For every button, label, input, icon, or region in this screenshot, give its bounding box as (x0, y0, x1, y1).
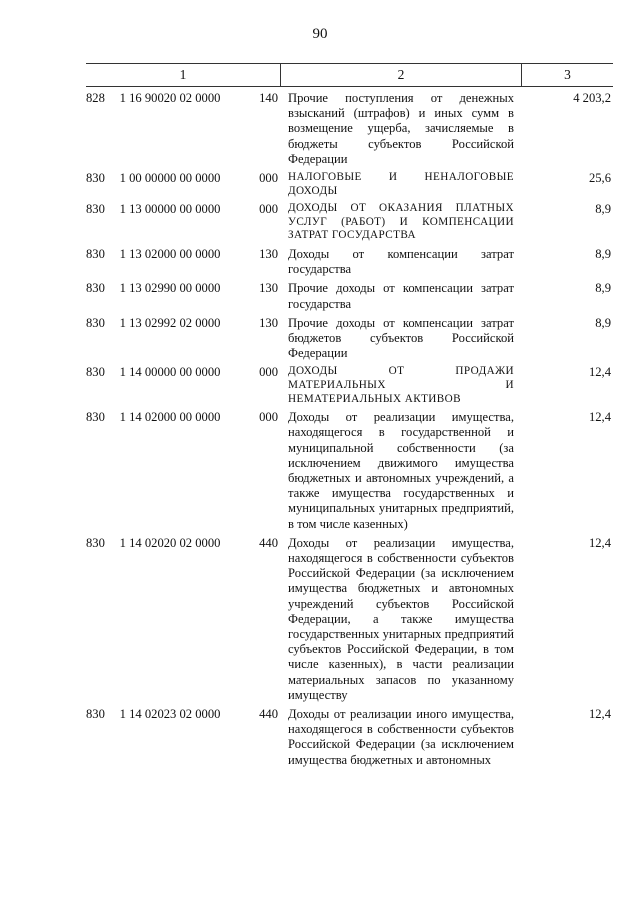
budget-code (86, 171, 280, 198)
page-number: 90 (312, 26, 328, 42)
revenue-name: ДОХОДЫ ОТ ПРОДАЖИ МАТЕРИАЛЬНЫХ И НЕМАТЕРИАЛЬНЫХ АКТИВОВ (288, 365, 514, 405)
budget-code (86, 365, 280, 406)
classification-code: 1 13 02000 00 0000 (119, 246, 221, 261)
admin-code: 830 (86, 410, 105, 425)
budget-code (86, 202, 280, 243)
amount: 8,9 (595, 281, 611, 296)
amount: 12,4 (588, 535, 611, 550)
subtype-code: 000 (259, 365, 279, 380)
revenue-name: Доходы от реализации иного имущества, находящегося в собственности субъектов Российской Федерации (за исключением имущества бюджетных и автономных (288, 707, 514, 767)
subtype-code: 440 (259, 707, 279, 722)
table-row (86, 171, 613, 198)
admin-code: 830 (86, 171, 105, 186)
subtype-code: 000 (259, 171, 279, 186)
table-row (86, 247, 613, 277)
subtype-code: 130 (259, 246, 279, 261)
amount: 4 203,2 (573, 91, 611, 105)
subtype-code: 130 (259, 281, 279, 296)
amount: 8,9 (595, 202, 611, 217)
amount: 8,9 (595, 246, 611, 261)
revenue-name: Прочие доходы от компенсации затрат государства (288, 281, 514, 311)
budget-code (86, 316, 280, 362)
revenue-table (86, 63, 613, 768)
table-row (86, 316, 613, 362)
table-row (86, 410, 613, 532)
revenue-name: Прочие поступления от денежных взысканий (штрафов) и иных сумм в возмещение ущерба, зачисляемые в бюджеты субъектов Российской Федерации (288, 91, 514, 166)
amount: 12,4 (588, 707, 611, 722)
table-row (86, 365, 613, 406)
classification-code: 1 13 00000 00 0000 (119, 202, 221, 217)
admin-code: 830 (86, 315, 105, 330)
subtype-code: 000 (259, 410, 279, 425)
amount: 25,6 (588, 171, 611, 186)
revenue-name: ДОХОДЫ ОТ ОКАЗАНИЯ ПЛАТНЫХ УСЛУГ (РАБОТ) И КОМПЕНСАЦИИ ЗАТРАТ ГОСУДАРСТВА (288, 202, 514, 242)
admin-code: 830 (86, 246, 105, 261)
header-col-3: 3 (564, 67, 571, 82)
revenue-name: Прочие доходы от компенсации затрат бюджетов субъектов Российской Федерации (288, 315, 514, 361)
table-row (86, 202, 613, 243)
subtype-code: 130 (259, 315, 279, 330)
budget-code (86, 707, 280, 768)
classification-code: 1 16 90020 02 0000 (119, 91, 221, 105)
admin-code: 830 (86, 535, 105, 550)
admin-code: 830 (86, 365, 105, 380)
amount: 8,9 (595, 315, 611, 330)
table-row (86, 707, 613, 768)
admin-code: 830 (86, 707, 105, 722)
revenue-name: Доходы от реализации имущества, находящегося в государственной и муниципальной собственности (за исключением движимого имущества бюджетных и автономных учреждений, а также имущества государственных и муниципальных унитарных предприятий, в том числе казенных) (288, 410, 514, 531)
budget-code (86, 410, 280, 532)
classification-code: 1 14 02000 00 0000 (119, 410, 221, 425)
table-row (86, 536, 613, 703)
classification-code: 1 13 02992 02 0000 (119, 315, 221, 330)
amount: 12,4 (588, 365, 611, 380)
classification-code: 1 14 00000 00 0000 (119, 365, 221, 380)
revenue-name: НАЛОГОВЫЕ И НЕНАЛОГОВЫЕ ДОХОДЫ (288, 171, 514, 197)
admin-code: 828 (86, 91, 105, 105)
subtype-code: 440 (259, 535, 279, 550)
budget-code (86, 247, 280, 277)
budget-code (86, 281, 280, 311)
classification-code: 1 00 00000 00 0000 (119, 171, 221, 186)
revenue-name: Доходы от компенсации затрат государства (288, 246, 514, 277)
admin-code: 830 (86, 281, 105, 296)
subtype-code: 000 (259, 202, 279, 217)
header-col-1: 1 (86, 64, 281, 86)
subtype-code: 140 (259, 91, 279, 105)
budget-code (86, 536, 280, 703)
budget-code (86, 91, 280, 167)
admin-code: 830 (86, 202, 105, 217)
table-row (86, 91, 613, 167)
table-header (86, 63, 613, 87)
amount: 12,4 (588, 410, 611, 425)
revenue-name: Доходы от реализации имущества, находящегося в собственности субъектов Российской Федерации (за исключением имущества бюджетных и автономных учреждений субъектов Российской Федерации, а также имущества государственных унитарных предприятий субъектов Российской Федерации, в том числе казенных), в части реализации материальных запасов по указанному имуществу (288, 535, 515, 702)
table-row (86, 281, 613, 311)
header-col-2: 2 (281, 64, 522, 86)
classification-code: 1 13 02990 00 0000 (119, 281, 221, 296)
classification-code: 1 14 02020 02 0000 (119, 535, 221, 550)
classification-code: 1 14 02023 02 0000 (119, 707, 221, 722)
